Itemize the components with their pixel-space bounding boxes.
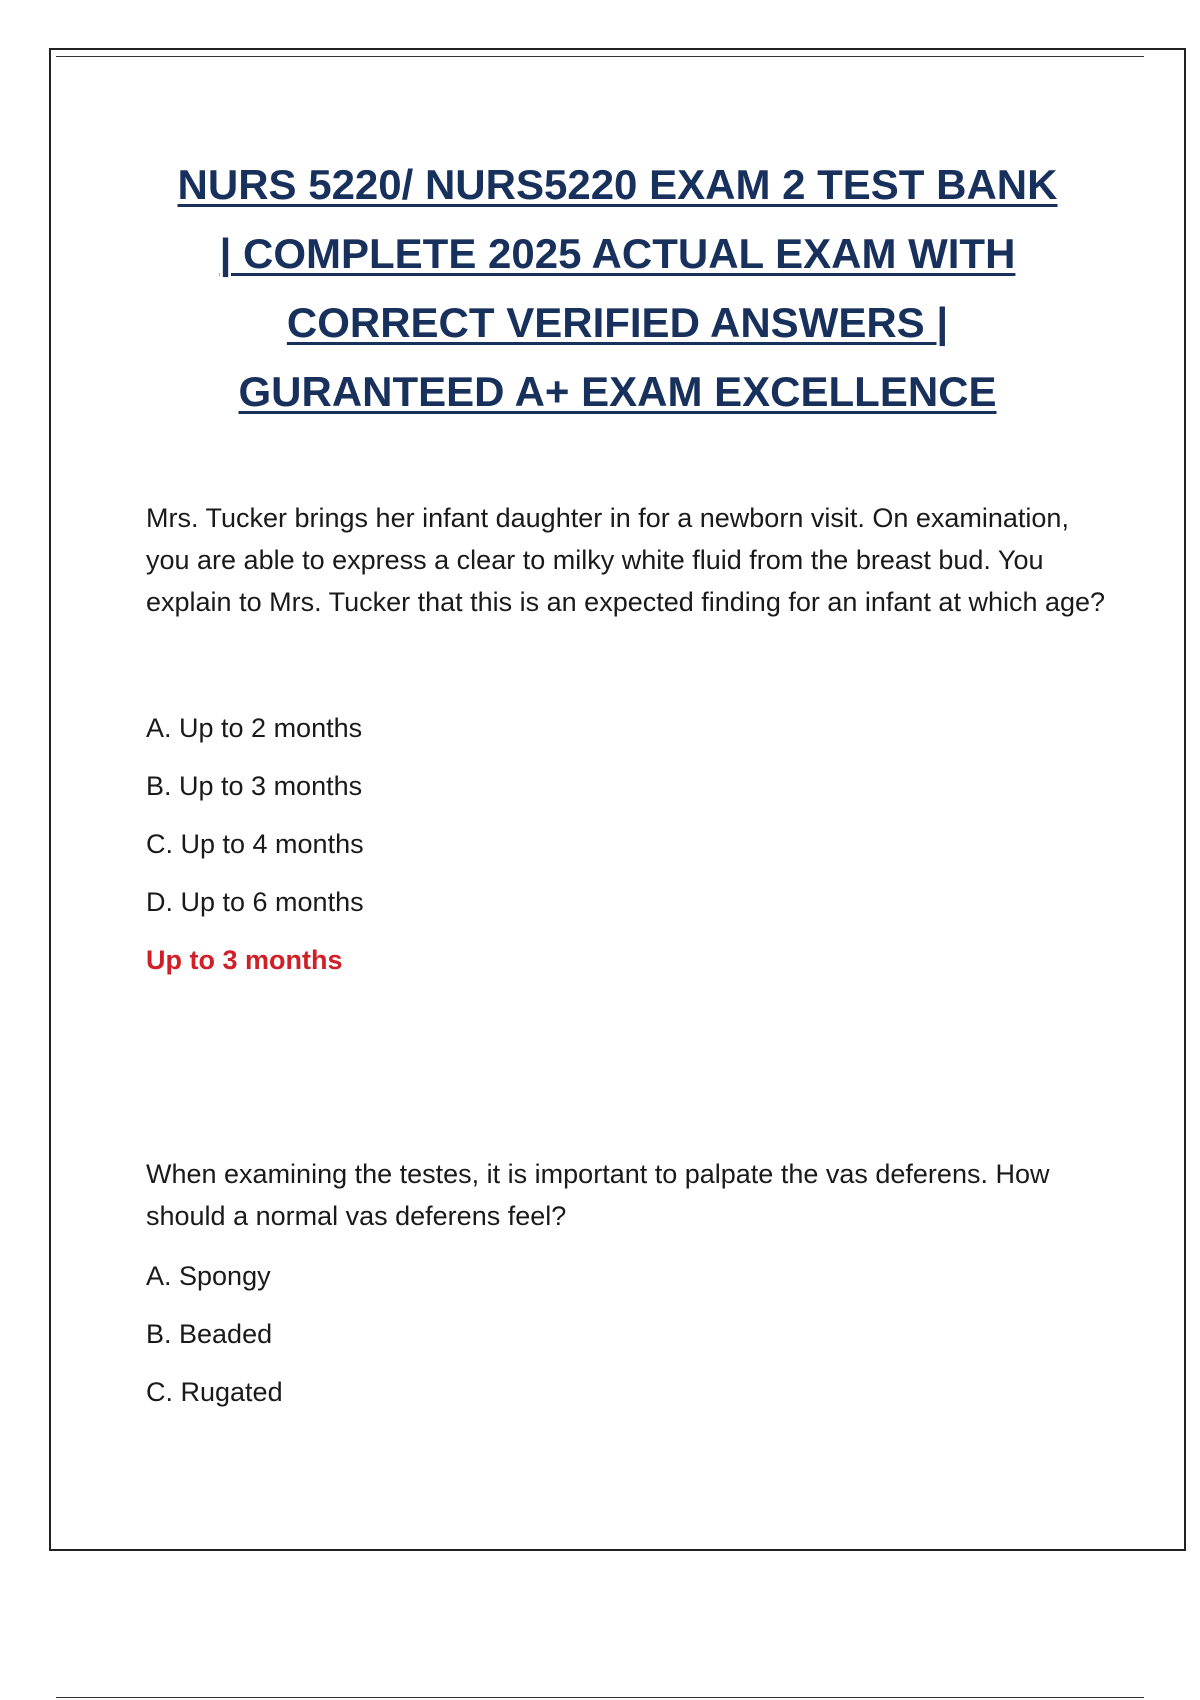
title-line: GURANTEED A+ EXAM EXCELLENCE	[238, 368, 997, 415]
document-title	[100, 150, 1135, 426]
option-list	[146, 699, 1106, 931]
title-line: | COMPLETE 2025 ACTUAL EXAM WITH	[219, 230, 1016, 277]
option-d: D. Up to 6 months	[146, 887, 364, 917]
question-block-2	[146, 1153, 1106, 1421]
option-c: C. Rugated	[146, 1377, 283, 1407]
title-line: NURS 5220/ NURS5220 EXAM 2 TEST BANK	[177, 161, 1058, 208]
title-line: CORRECT VERIFIED ANSWERS |	[286, 299, 949, 346]
question-text: When examining the testes, it is important to palpate the vas deferens. How should a normal vas deferens feel?	[146, 1159, 1050, 1231]
option-b: B. Beaded	[146, 1319, 273, 1349]
bottom-rule	[56, 1697, 1144, 1698]
option-b: B. Up to 3 months	[146, 771, 363, 801]
correct-answer: Up to 3 months	[146, 945, 343, 975]
option-list	[146, 1247, 1106, 1421]
question-block-1	[146, 497, 1106, 989]
option-c: C. Up to 4 months	[146, 829, 364, 859]
option-a: A. Spongy	[146, 1261, 271, 1291]
question-text: Mrs. Tucker brings her infant daughter in for a newborn visit. On examination, you are able to express a clear to milky white fluid from the breast bud. You explain to Mrs. Tucker that this is an expected finding for an infant at which age?	[146, 503, 1106, 617]
top-rule	[56, 56, 1144, 57]
option-a: A. Up to 2 months	[146, 713, 363, 743]
